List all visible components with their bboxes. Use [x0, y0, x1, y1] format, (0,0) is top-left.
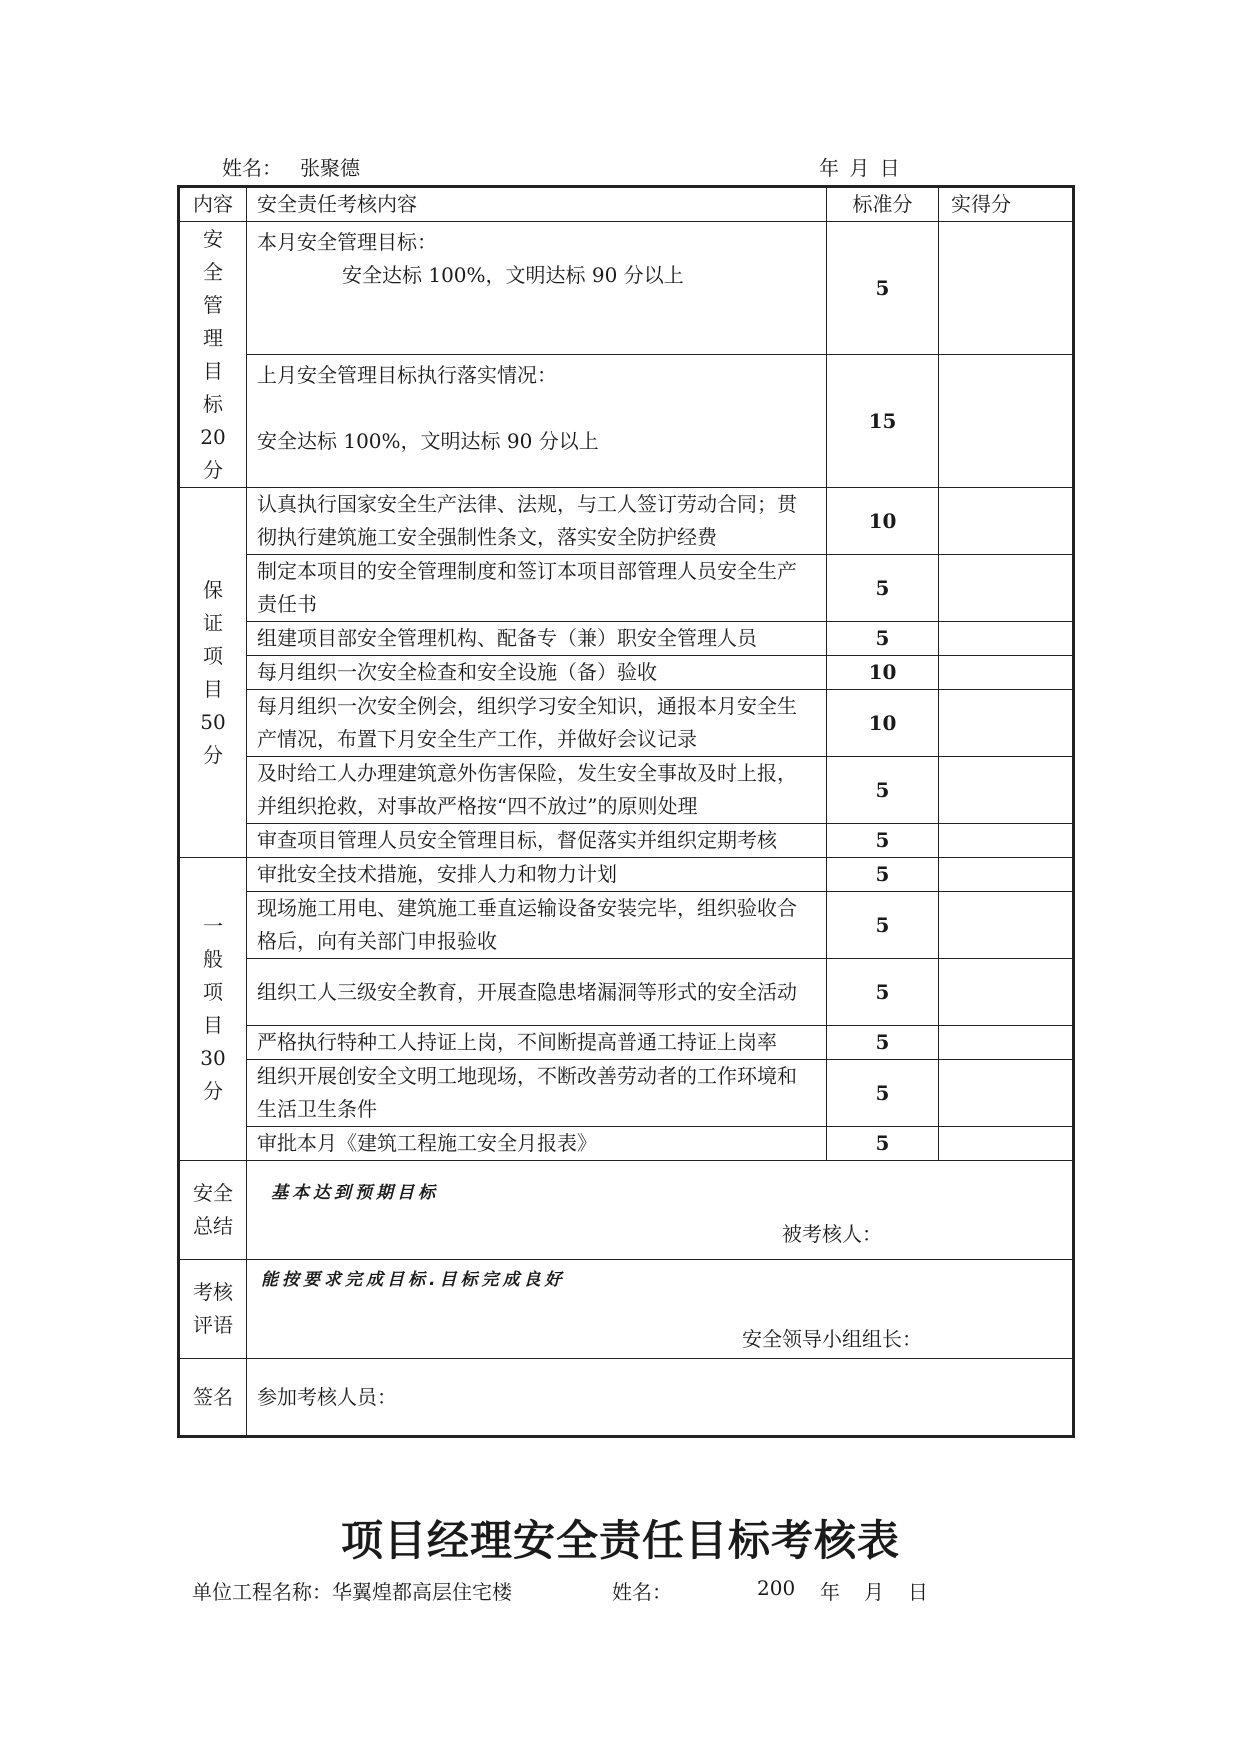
actual-score-cell	[939, 824, 1074, 858]
standard-score: 5	[827, 622, 939, 656]
table-row	[179, 757, 1074, 824]
table-row	[179, 555, 1074, 622]
header-line	[222, 152, 902, 182]
item-text: 组织工人三级安全教育，开展查隐患堵漏洞等形式的安全活动	[247, 959, 827, 1026]
actual-score-cell	[939, 656, 1074, 690]
sign-label: 签名	[179, 1359, 247, 1437]
next-year: 200	[757, 1576, 796, 1600]
review-signer: 安全领导小组组长：	[742, 1327, 922, 1351]
item-text: 上月安全管理目标执行落实情况： 安全达标 100%，文明达标 90 分以上	[247, 355, 827, 488]
table-row	[179, 690, 1074, 757]
next-name-label: 姓名：	[612, 1580, 672, 1604]
table-row	[179, 656, 1074, 690]
item-text: 认真执行国家安全生产法律、法规，与工人签订劳动合同；贯彻执行建筑施工安全强制性条文，落实安全防护经费	[247, 488, 827, 555]
actual-score-cell	[939, 488, 1074, 555]
next-date-day: 日	[908, 1580, 928, 1604]
actual-score-cell	[939, 858, 1074, 892]
review-row	[179, 1260, 1074, 1359]
actual-score-cell	[939, 1026, 1074, 1060]
summary-signer: 被考核人：	[782, 1222, 882, 1246]
standard-score: 5	[827, 1060, 939, 1127]
summary-cell	[247, 1161, 1074, 1260]
review-handwritten: 能按要求完成目标.目标完成良好	[261, 1270, 566, 1290]
table-row	[179, 824, 1074, 858]
name-label: 姓名：	[222, 156, 282, 180]
item-text: 审批本月《建筑工程施工安全月报表》	[247, 1127, 827, 1161]
review-label: 考核 评语	[179, 1260, 247, 1359]
next-date-year: 年	[820, 1580, 840, 1604]
standard-score: 10	[827, 690, 939, 757]
item-text: 制定本项目的安全管理制度和签订本项目部管理人员安全生产责任书	[247, 555, 827, 622]
standard-score: 5	[827, 555, 939, 622]
standard-score: 15	[827, 355, 939, 488]
item-text: 审查项目管理人员安全管理目标，督促落实并组织定期考核	[247, 824, 827, 858]
actual-score-cell	[939, 1060, 1074, 1127]
item-text: 组织开展创安全文明工地现场，不断改善劳动者的工作环境和生活卫生条件	[247, 1060, 827, 1127]
summary-label: 安全 总结	[179, 1161, 247, 1260]
standard-score: 5	[827, 959, 939, 1026]
standard-score: 10	[827, 488, 939, 555]
col-header-items: 安全责任考核内容	[247, 187, 827, 222]
project-name-label: 单位工程名称：华翼煌都高层住宅楼	[192, 1580, 512, 1604]
header-date: 年 月 日	[819, 156, 902, 180]
table-row	[179, 222, 1074, 355]
table-row	[179, 355, 1074, 488]
item-text: 本月安全管理目标： 安全达标 100%，文明达标 90 分以上	[247, 222, 827, 355]
actual-score-cell	[939, 622, 1074, 656]
actual-score-cell	[939, 690, 1074, 757]
item-text: 每月组织一次安全检查和安全设施（备）验收	[247, 656, 827, 690]
name-value: 张聚德	[300, 156, 360, 180]
col-header-content: 内容	[179, 187, 247, 222]
item-text: 审批安全技术措施，安排人力和物力计划	[247, 858, 827, 892]
table-row	[179, 1060, 1074, 1127]
standard-score: 5	[827, 892, 939, 959]
category-general-items: 一 般 项 目 30 分	[179, 858, 247, 1161]
standard-score: 5	[827, 858, 939, 892]
table-row	[179, 488, 1074, 555]
assessment-table	[177, 185, 1075, 1438]
sign-row	[179, 1359, 1074, 1437]
col-header-standard-score: 标准分	[827, 187, 939, 222]
next-date-month: 月	[864, 1580, 884, 1604]
next-form-title: 项目经理安全责任目标考核表	[340, 1516, 900, 1565]
item-text: 严格执行特种工人持证上岗，不间断提高普通工持证上岗率	[247, 1026, 827, 1060]
actual-score-cell	[939, 555, 1074, 622]
actual-score-cell	[939, 892, 1074, 959]
review-cell	[247, 1260, 1074, 1359]
next-form-header	[192, 1576, 992, 1606]
summary-row	[179, 1161, 1074, 1260]
category-safety-goal: 安 全 管 理 目 标 20 分	[179, 222, 247, 488]
actual-score-cell	[939, 355, 1074, 488]
actual-score-cell	[939, 959, 1074, 1026]
actual-score-cell	[939, 1127, 1074, 1161]
table-row	[179, 892, 1074, 959]
table-row	[179, 959, 1074, 1026]
standard-score: 5	[827, 824, 939, 858]
category-guarantee-items: 保 证 项 目 50 分	[179, 488, 247, 858]
header-row	[179, 187, 1074, 222]
actual-score-cell	[939, 757, 1074, 824]
table-row	[179, 858, 1074, 892]
table-row	[179, 622, 1074, 656]
table-row	[179, 1127, 1074, 1161]
item-text: 现场施工用电、建筑施工垂直运输设备安装完毕，组织验收合格后，向有关部门申报验收	[247, 892, 827, 959]
actual-score-cell	[939, 222, 1074, 355]
sign-cell: 参加考核人员：	[247, 1359, 1074, 1437]
item-text: 组建项目部安全管理机构、配备专（兼）职安全管理人员	[247, 622, 827, 656]
standard-score: 5	[827, 757, 939, 824]
col-header-actual-score: 实得分	[939, 187, 1074, 222]
item-text: 每月组织一次安全例会，组织学习安全知识，通报本月安全生产情况，布置下月安全生产工作，并做好会议记录	[247, 690, 827, 757]
table-row	[179, 1026, 1074, 1060]
standard-score: 5	[827, 1127, 939, 1161]
standard-score: 5	[827, 222, 939, 355]
standard-score: 10	[827, 656, 939, 690]
standard-score: 5	[827, 1026, 939, 1060]
item-text: 及时给工人办理建筑意外伤害保险，发生安全事故及时上报，并组织抢救，对事故严格按“四不放过”的原则处理	[247, 757, 827, 824]
summary-handwritten: 基本达到预期目标	[271, 1183, 439, 1203]
